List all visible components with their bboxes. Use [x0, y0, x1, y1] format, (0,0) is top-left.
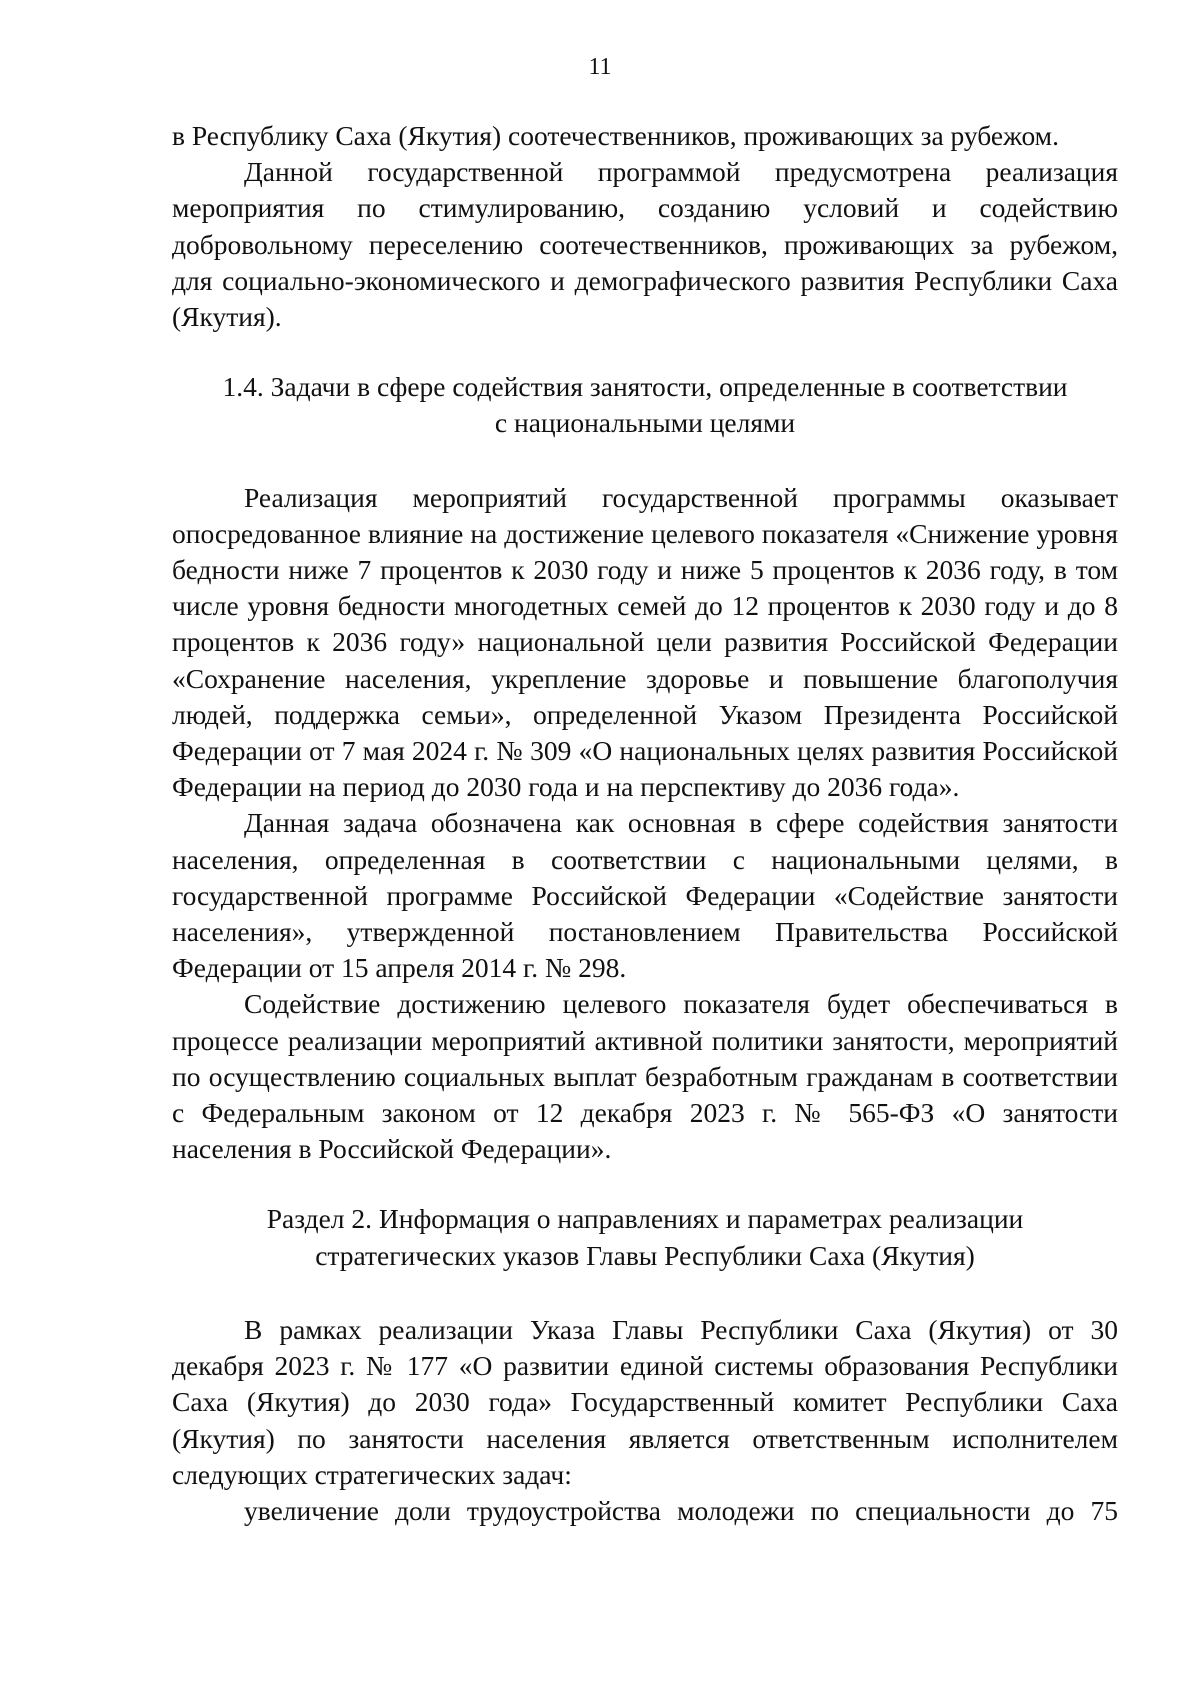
- section-heading-2-line-1: Раздел 2. Информация о направлениях и параметрах реализации: [266, 1203, 1024, 1235]
- paragraph-decree-177: В рамках реализации Указа Главы Республики Саха (Якутия) от 30 декабря 2023 г. № 177 «О развитии единой системы образования Республики Саха (Якутия) до 2030 года» Государственный комитет Республики Саха (Якутия) по занятости населения является ответственным исполнителем следующих стратегических задач:: [172, 1313, 1118, 1490]
- paragraph-youth-employment: увеличение доли трудоустройства молодежи по специальности до 75: [244, 1494, 1118, 1526]
- section-heading-2-line-2: стратегических указов Главы Республики Саха (Якутия): [315, 1239, 975, 1271]
- paragraph-program-measures: Данной государственной программой предусмотрена реализация мероприятия по стимулированию, созданию условий и содействию добровольному переселению соотечественников, проживающих за рубежом, для социально-экономического и демографического развития Республики Саха (Якутия).: [172, 156, 1118, 333]
- document-body: [172, 118, 1118, 1529]
- paragraph-main-task: Данная задача обозначена как основная в сфере содействия занятости населения, определенная в соответствии с национальными целями, в государственной программе Российской Федерации «Содействие занятости населения», утвержденной постановлением Правительства Российской Федерации от 15 апреля 2014 г. № 298.: [172, 807, 1118, 984]
- paragraph-poverty-target: Реализация мероприятий государственной программы оказывает опосредованное влияние на достижение целевого показателя «Снижение уровня бедности ниже 7 процентов к 2030 году и ниже 5 процентов к 2036 году, в том числе уровня бедности многодетных семей до 12 процентов к 2030 году и до 8 процентов к 2036 году» национальной цели развития Российской Федерации «Сохранение населения, укрепление здоровье и повышение благополучия людей, поддержка семьи», определенной Указом Президента Российской Федерации от 7 мая 2024 г. № 309 «О национальных целях развития Российской Федерации на период до 2030 года и на перспективу до 2036 года».: [172, 481, 1118, 803]
- page-number: 11: [588, 54, 612, 80]
- section-heading-1-4-line-1: 1.4. Задачи в сфере содействия занятости, определенные в соответствии: [222, 371, 1068, 403]
- section-heading-2: [172, 1201, 1118, 1273]
- section-heading-1-4: [172, 369, 1118, 441]
- paragraph-target-support: Содействие достижению целевого показателя будет обеспечиваться в процессе реализации мероприятий активной политики занятости, мероприятий по осуществлению социальных выплат безработным гражданам в соответствии с Федеральным законом от 12 декабря 2023 г. № 565-ФЗ «О занятости населения в Российской Федерации».: [172, 988, 1118, 1165]
- paragraph-continuation: в Республику Саха (Якутия) соотечественников, проживающих за рубежом.: [172, 120, 1059, 151]
- section-heading-1-4-line-2: с национальными целями: [494, 407, 796, 439]
